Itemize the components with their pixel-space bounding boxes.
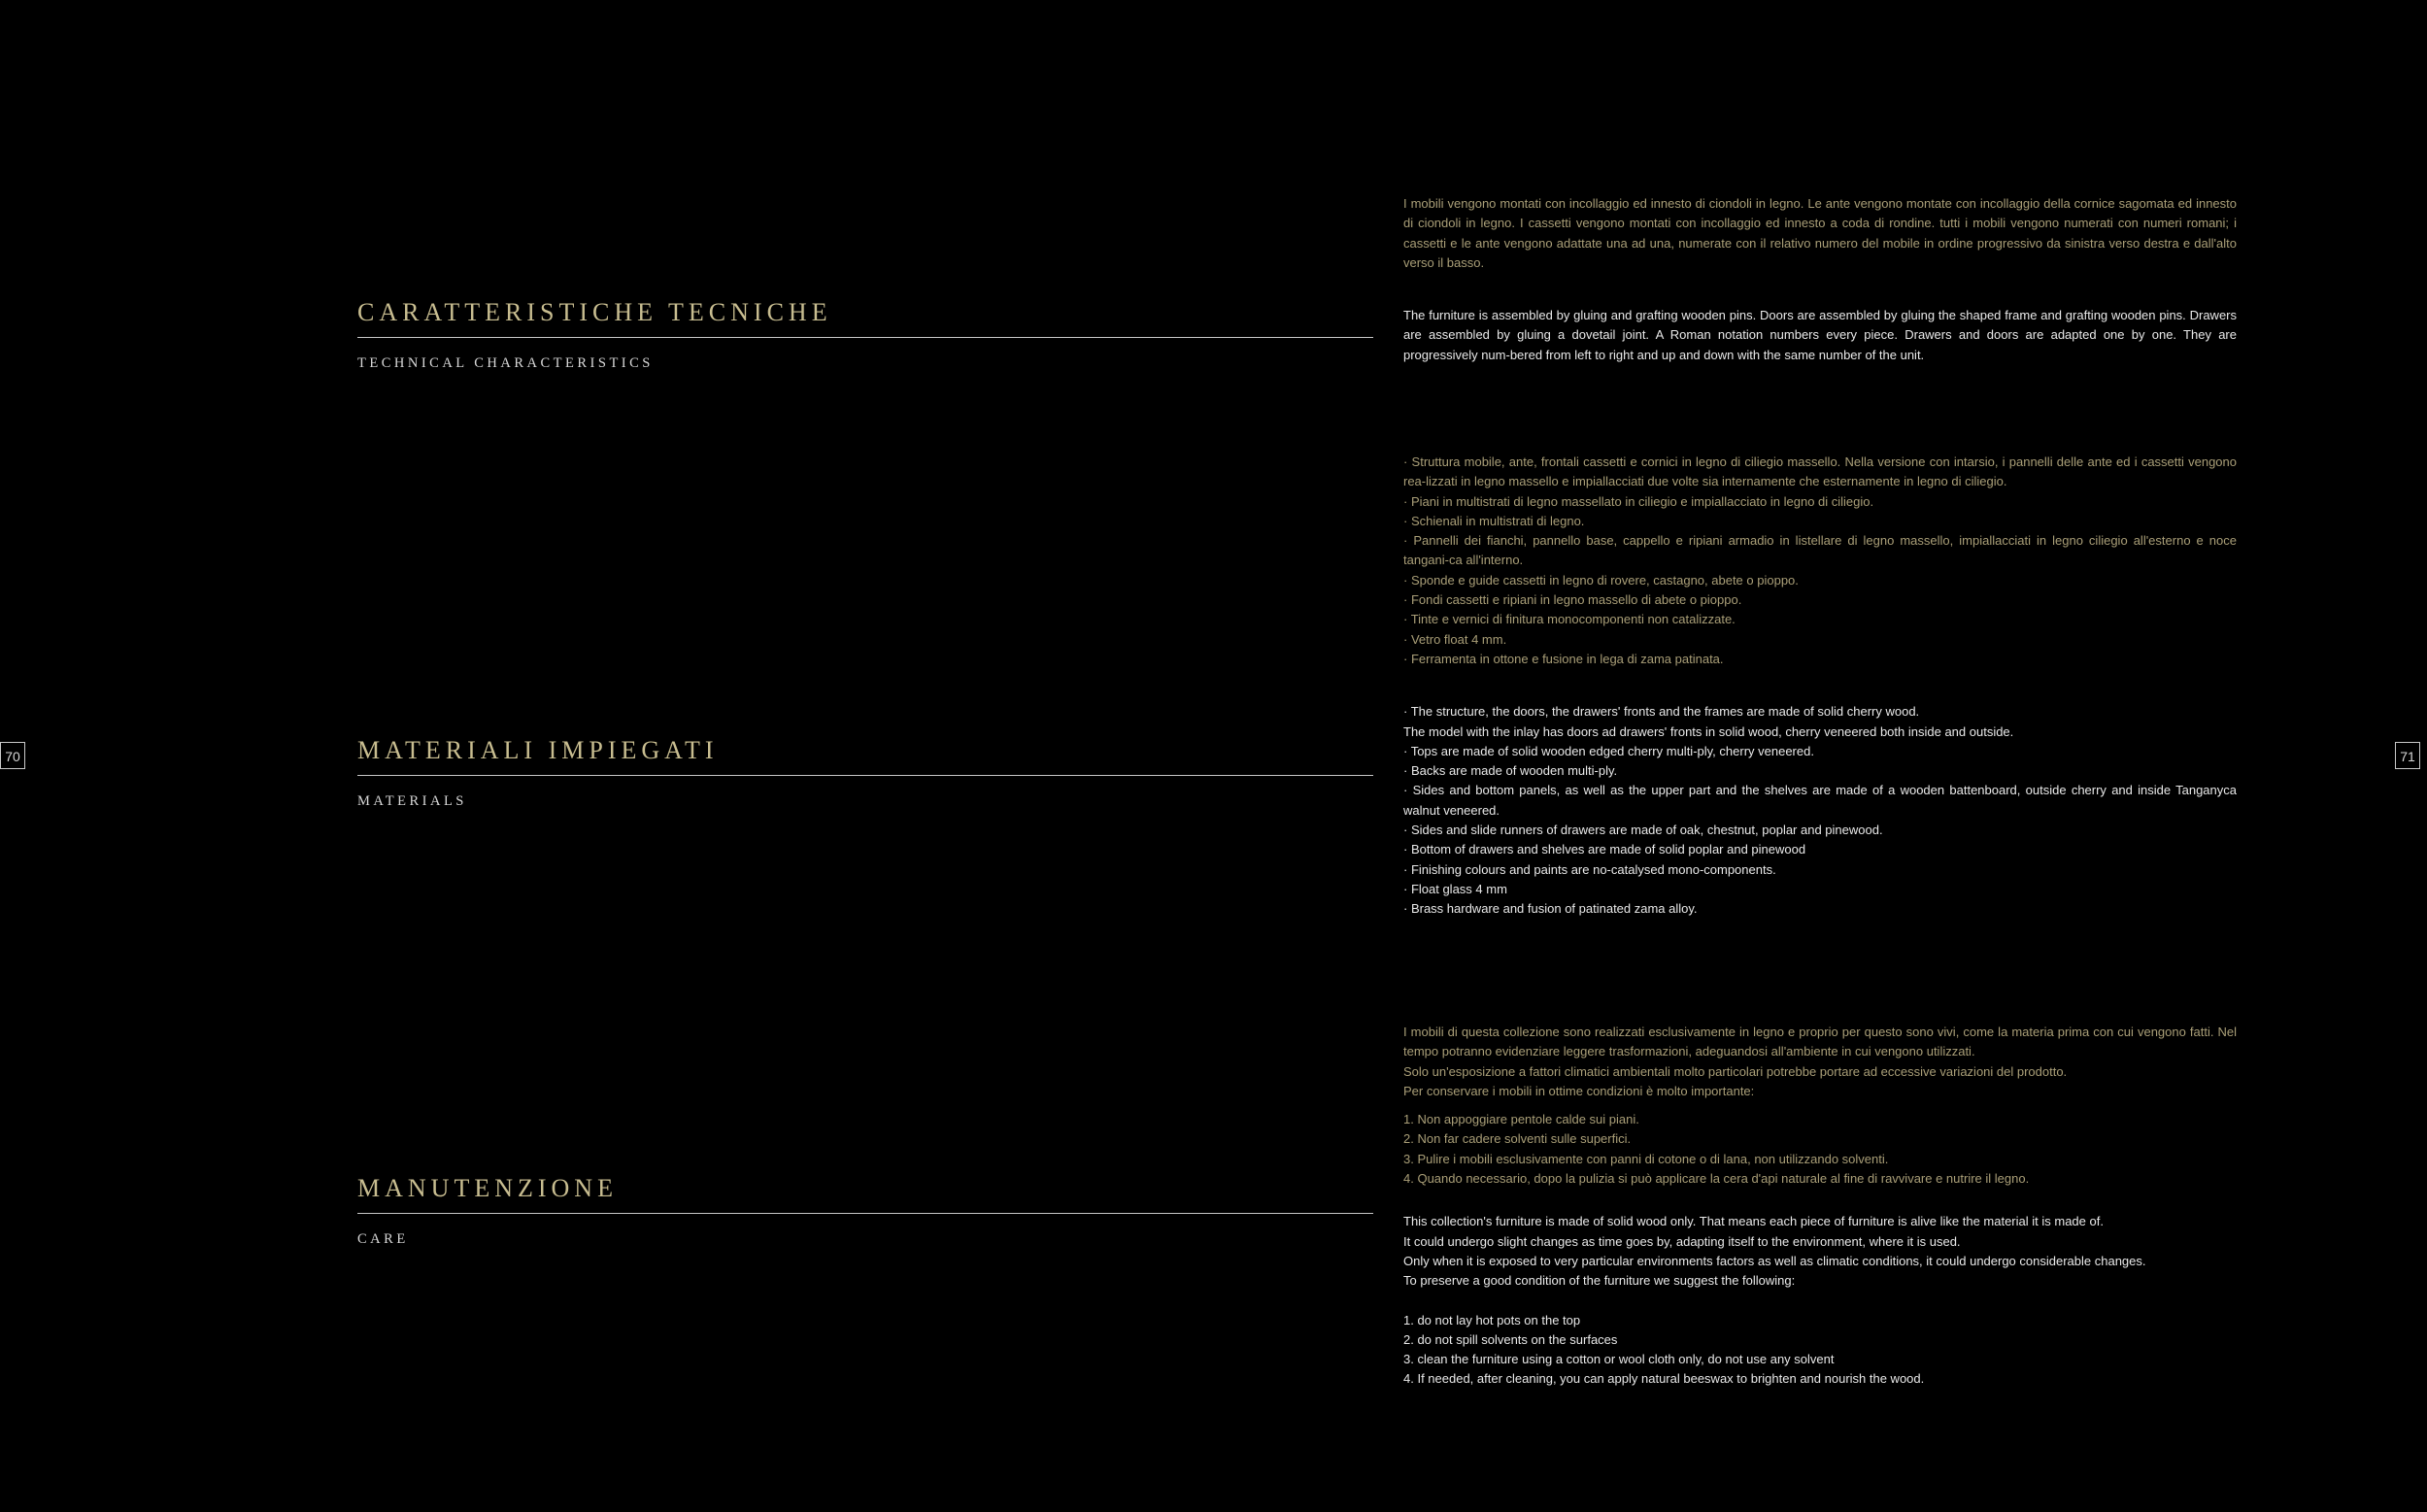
list-item: 2. Non far cadere solventi sulle superfici. xyxy=(1403,1131,1632,1147)
list-item: 4. If needed, after cleaning, you can apply natural beeswax to brighten and nourish the wood. xyxy=(1403,1371,1925,1387)
section-subtitle-technical: TECHNICAL CHARACTERISTICS xyxy=(357,355,654,371)
care-list-en xyxy=(1403,1311,2237,1390)
list-item: · Schienali in multistrati di legno. xyxy=(1403,513,1585,528)
materials-list-en xyxy=(1403,702,2237,919)
list-item: · The structure, the doors, the drawers' fronts and the frames are made of solid cherry wood. xyxy=(1403,704,1920,720)
list-item: · Backs are made of wooden multi-ply. xyxy=(1403,763,1618,779)
list-item: 3. clean the furniture using a cotton or wool cloth only, do not use any solvent xyxy=(1403,1352,1835,1367)
technical-text-block xyxy=(1403,194,2237,365)
materials-text-block xyxy=(1403,453,2237,920)
section-subtitle-care: CARE xyxy=(357,1231,409,1247)
section-divider-materials xyxy=(357,775,1373,776)
paragraph: It could undergo slight changes as time goes by, adapting itself to the environment, where it is used. xyxy=(1403,1233,1961,1249)
list-item: 2. do not spill solvents on the surfaces xyxy=(1403,1331,1618,1347)
list-item: 1. Non appoggiare pentole calde sui piani. xyxy=(1403,1112,1639,1127)
section-subtitle-materials: MATERIALS xyxy=(357,793,467,809)
page-number-right: 71 xyxy=(2395,742,2420,769)
section-divider-technical xyxy=(357,337,1373,338)
paragraph: Solo un'esposizione a fattori climatici ambientali molto particolari potrebbe portare ad eccessive variazioni del prodotto. xyxy=(1403,1063,2068,1079)
list-item: · Ferramenta in ottone e fusione in lega di zama patinata. xyxy=(1403,651,1724,666)
paragraph: This collection's furniture is made of solid wood only. That means each piece of furniture is alive like the material it is made of. xyxy=(1403,1214,2104,1229)
care-intro-en xyxy=(1403,1212,2237,1291)
list-item: 4. Quando necessario, dopo la pulizia si può applicare la cera d'api naturale al fine di ravvivare e nutrire il legno. xyxy=(1403,1171,2030,1187)
list-item: · Tinte e vernici di finitura monocomponenti non catalizzate. xyxy=(1403,612,1736,627)
page-number-left: 70 xyxy=(0,742,25,769)
paragraph: I mobili di questa collezione sono realizzati esclusivamente in legno e proprio per questo sono vivi, come la materia prima con cui vengono fatti. Nel tempo potranno evidenziare leggere trasformazioni, adeguandosi all'ambiente in cui vengono utilizzati. xyxy=(1403,1025,2237,1059)
list-item: · Vetro float 4 mm. xyxy=(1403,631,1507,647)
care-list-it xyxy=(1403,1110,2237,1189)
list-item: · Piani in multistrati di legno massellato in ciliegio e impiallacciato in legno di ciliegio. xyxy=(1403,493,1874,509)
technical-text-it: I mobili vengono montati con incollaggio ed innesto di ciondoli in legno. Le ante vengono montate con incollaggio della cornice sagomata ed innesto di ciondoli in legno. I cassetti vengono montati con incollaggio ed innesto a coda di rondine. tutti i mobili vengono numerati con numeri romani; i cassetti e le ante vengono adattate una ad una, numerate con il relativo numero del mobile in ordine progressivo da sinistra verso destra e dall'alto verso il basso. xyxy=(1403,196,2237,270)
section-divider-care xyxy=(357,1213,1373,1214)
care-intro-it xyxy=(1403,1023,2237,1101)
list-item: · Sponde e guide cassetti in legno di rovere, castagno, abete o pioppo. xyxy=(1403,572,1799,588)
list-item: · Finishing colours and paints are no-catalysed mono-components. xyxy=(1403,861,1776,877)
list-item: · Pannelli dei fianchi, pannello base, cappello e ripiani armadio in listellare di legno massello, impiallacciati in legno ciliegio all'esterno e noce tangani-ca all'interno. xyxy=(1403,533,2237,568)
list-item: The model with the inlay has doors ad drawers' fronts in solid wood, cherry veneered both inside and outside. xyxy=(1403,723,2014,739)
list-item: · Brass hardware and fusion of patinated zama alloy. xyxy=(1403,901,1698,917)
list-item: · Sides and slide runners of drawers are made of oak, chestnut, poplar and pinewood. xyxy=(1403,823,1883,838)
list-item: · Float glass 4 mm xyxy=(1403,881,1507,896)
section-title-technical: CARATTERISTICHE TECNICHE xyxy=(357,298,832,326)
paragraph: Per conservare i mobili in ottime condizioni è molto importante: xyxy=(1403,1083,1755,1098)
list-item: 3. Pulire i mobili esclusivamente con panni di cotone o di lana, non utilizzando solventi. xyxy=(1403,1151,1889,1166)
section-title-care: MANUTENZIONE xyxy=(357,1174,618,1202)
technical-text-en: The furniture is assembled by gluing and grafting wooden pins. Doors are assembled by gluing the shaped frame and grafting wooden pins. Drawers are assembled by gluing a dovetail joint. A Roman notation numbers every piece. Drawers and doors are adapted one by one. They are progressively num-bered from left to right and up and down with the same number of the unit. xyxy=(1403,308,2237,362)
paragraph: To preserve a good condition of the furniture we suggest the following: xyxy=(1403,1273,1796,1289)
list-item: · Fondi cassetti e ripiani in legno massello di abete o pioppo. xyxy=(1403,592,1742,608)
list-item: · Sides and bottom panels, as well as the upper part and the shelves are made of a wooden battenboard, outside cherry and inside Tanganyca walnut veneered. xyxy=(1403,783,2237,818)
care-text-block xyxy=(1403,1023,2237,1390)
section-title-materials: MATERIALI IMPIEGATI xyxy=(357,736,719,764)
list-item: · Bottom of drawers and shelves are made of solid poplar and pinewood xyxy=(1403,842,1806,857)
paragraph: Only when it is exposed to very particular environments factors as well as climatic conditions, it could undergo considerable changes. xyxy=(1403,1253,2146,1268)
list-item: · Tops are made of solid wooden edged cherry multi-ply, cherry veneered. xyxy=(1403,743,1814,758)
list-item: · Struttura mobile, ante, frontali cassetti e cornici in legno di ciliegio massello. Nella versione con intarsio, i pannelli delle ante ed i cassetti vengono rea-lizzati in legno massello e impiallacciati due volte sia internamente che esternamente in legno di ciliegio. xyxy=(1403,454,2237,489)
list-item: 1. do not lay hot pots on the top xyxy=(1403,1312,1581,1327)
materials-list-it xyxy=(1403,453,2237,669)
